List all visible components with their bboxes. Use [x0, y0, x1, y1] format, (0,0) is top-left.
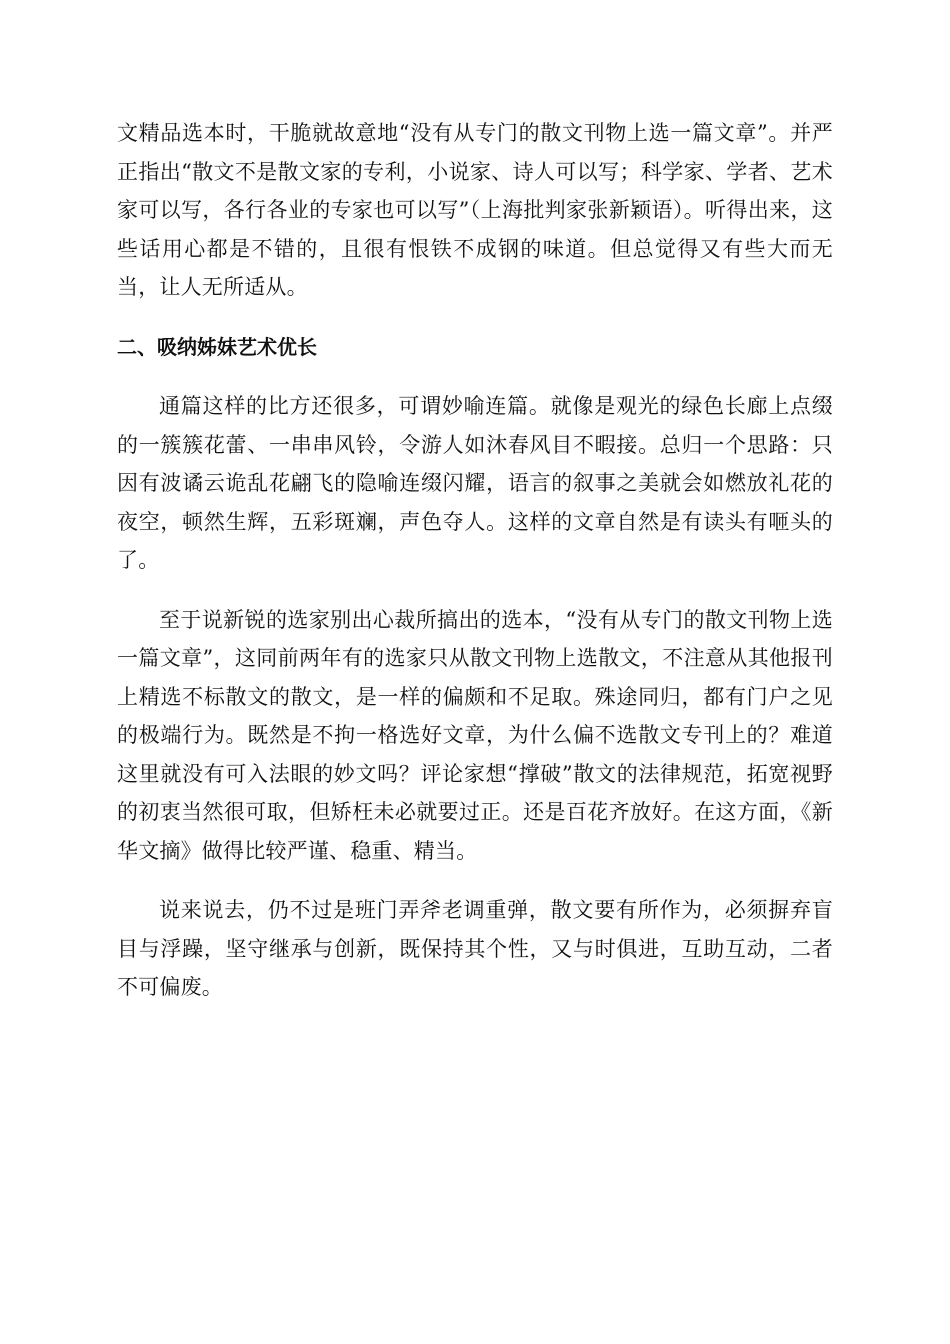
section-heading: 二、吸纳姊妹艺术优长 — [117, 334, 317, 359]
paragraph-conclusion: 说来说去，仍不过是班门弄斧老调重弹，散文要有所作为，必须摒弃盲目与浮躁，坚守继承与创新，既保持其个性，又与时俱进，互助互动，二者不可偏废。 — [117, 898, 833, 999]
document-page — [117, 114, 833, 1007]
paragraph-continuation: 文精品选本时，干脆就故意地“没有从专门的散文刊物上选一篇文章”。并严正指出“散文不是散文家的专利，小说家、诗人可以写；科学家、学者、艺术家可以写，各行各业的专家也可以写”（上海批判家张新颖语）。听得出来，这些话用心都是不错的，且很有恨铁不成钢的味道。但总觉得又有些大而无当，让人无所适从。 — [117, 121, 833, 299]
paragraph-metaphor: 通篇这样的比方还很多，可谓妙喻连篇。就像是观光的绿色长廊上点缀的一簇簇花蕾、一串串风铃，令游人如沐春风目不暇接。总归一个思路：只因有波谲云诡乱花翩飞的隐喻连缀闪耀，语言的叙事之美就会如燃放礼花的夜空，顿然生辉，五彩斑斓，声色夺人。这样的文章自然是有读头有咂头的了。 — [117, 394, 833, 572]
paragraph-selection: 至于说新锐的选家别出心裁所搞出的选本，“没有从专门的散文刊物上选一篇文章”，这同前两年有的选家只从散文刊物上选散文，不注意从其他报刊上精选不标散文的散文，是一样的偏颇和不足取。殊途同归，都有门户之见的极端行为。既然是不拘一格选好文章，为什么偏不选散文专刊上的？难道这里就没有可入法眼的妙文吗？评论家想“撑破”散文的法律规范，拓宽视野的初衷当然很可取，但矫枉未必就要过正。还是百花齐放好。在这方面，《新华文摘》做得比较严谨、稳重、精当。 — [117, 607, 833, 863]
